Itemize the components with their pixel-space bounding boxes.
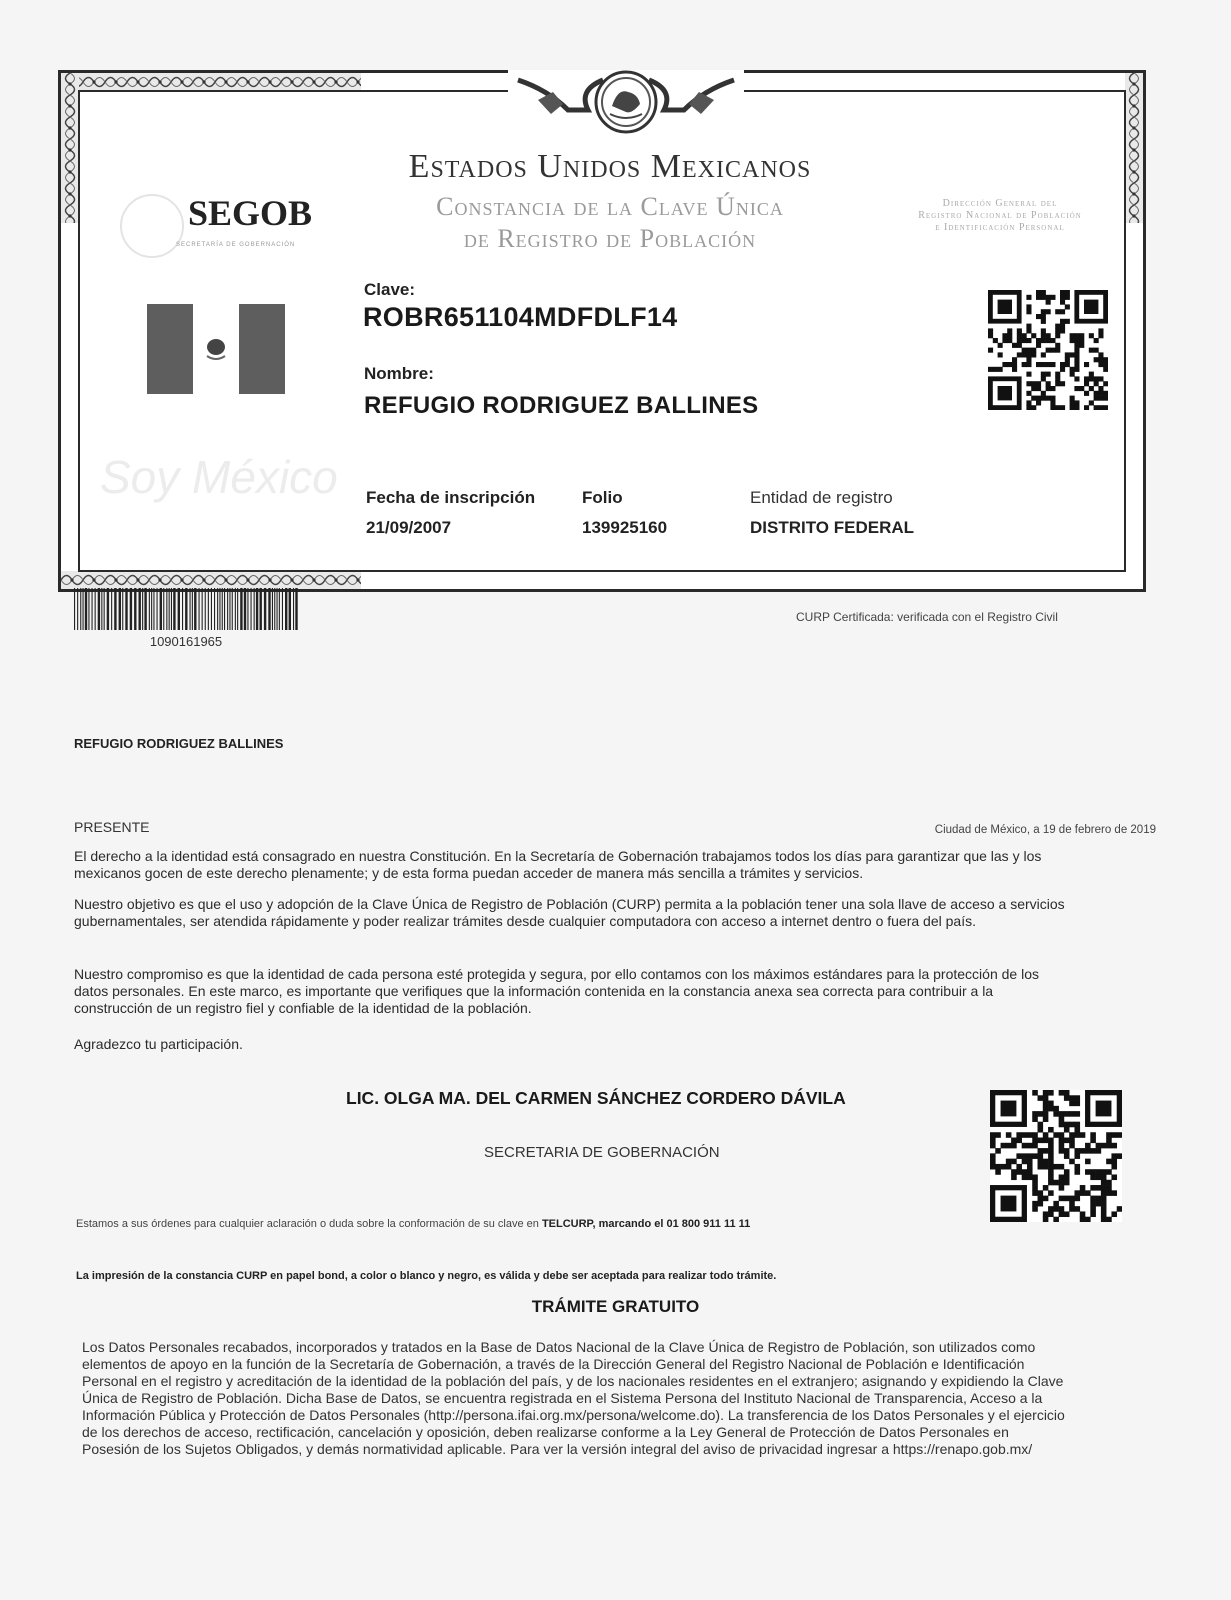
contact-phone: TELCURP, marcando el 01 800 911 11 11 xyxy=(541,1218,751,1230)
certificate-title-line1: Constancia de la Clave Única xyxy=(436,192,784,221)
folio-label: Folio xyxy=(582,488,623,507)
left-decorative-border xyxy=(61,73,79,223)
telcurp-contact xyxy=(76,1218,750,1230)
nombre-label: Nombre: xyxy=(364,364,434,383)
certificate-panel xyxy=(78,90,1126,572)
barcode-number: 1090161965 xyxy=(149,634,223,649)
entidad-value: DISTRITO FEDERAL xyxy=(750,518,915,537)
paragraph-curp-objective: Nuestro objetivo es que el uso y adopción de la Clave Única de Registro de Población (CURP) permita a la población tener una sola llave de acceso a servicios gubernamentales, ser atendida rápidamente y poder realizar trámites desde cualquier computadora con acceso a internet dentro o fuera del país. xyxy=(74,896,1065,929)
segob-seal-watermark xyxy=(120,194,184,258)
paragraph-identity-right: El derecho a la identidad está consagrado en nuestra Constitución. En la Secretaría de Gobernación trabajamos todos los días para garantizar que las y los mexicanos gocen de este derecho plenamente; y de esta forma puedan acceder de manera más sencilla a trámites y servicios. xyxy=(74,848,1042,881)
certified-note: CURP Certificada: verificada con el Registro Civil xyxy=(796,610,1058,624)
segob-caption: SECRETARÍA DE GOBERNACIÓN xyxy=(176,242,296,248)
validity-note: La impresión de la constancia CURP en papel bond, a color o blanco y negro, es válida y debe ser aceptada para realizar todo trámite. xyxy=(76,1270,777,1282)
national-coat-of-arms-icon xyxy=(508,70,744,140)
letter-place-date: Ciudad de México, a 19 de febrero de 2019 xyxy=(934,824,1156,836)
barcode-icon xyxy=(74,588,298,630)
country-title: Estados Unidos Mexicanos xyxy=(408,148,812,185)
nombre-value: REFUGIO RODRIGUEZ BALLINES xyxy=(364,392,759,419)
qr-code-icon xyxy=(990,1090,1122,1222)
folio-value: 139925160 xyxy=(582,518,668,537)
bottom-decorative-border xyxy=(61,571,361,589)
letter-presente: PRESENTE xyxy=(74,819,150,835)
curp-certificate xyxy=(58,70,1146,592)
paragraph-data-protection: Nuestro compromiso es que la identidad de cada persona esté protegida y segura, por ello contamos con los máximos estándares para la protección de los datos personales. En este marco, es importante que verifiques que la información contenida en la constancia anexa sea correcta para contribuir a la construcción de un registro fiel y confiable de la identidad de la población. xyxy=(74,966,1039,1016)
letter-recipient: REFUGIO RODRIGUEZ BALLINES xyxy=(74,736,284,751)
top-decorative-border xyxy=(61,73,361,91)
right-decorative-border xyxy=(1125,73,1143,223)
coat-of-arms-emblem xyxy=(508,70,744,140)
soy-mexico-watermark: Soy México xyxy=(100,451,338,503)
clave-label: Clave: xyxy=(364,280,416,299)
renapo-caption: Dirección General del Registro Nacional de Población e Identificación Personal xyxy=(918,198,1082,233)
signer-name: LIC. OLGA MA. DEL CARMEN SÁNCHEZ CORDERO DÁVILA xyxy=(346,1088,846,1108)
mexican-flag-icon xyxy=(147,304,285,394)
contact-prefix: Estamos a sus órdenes para cualquier aclaración o duda sobre la conformación de su clave en xyxy=(76,1218,539,1230)
fecha-label: Fecha de inscripción xyxy=(366,488,536,507)
certificate-title-line2: de Registro de Población xyxy=(463,224,757,253)
clave-value: ROBR651104MDFDLF14 xyxy=(363,302,678,332)
entidad-label: Entidad de registro xyxy=(750,488,893,507)
qr-code-icon xyxy=(988,290,1108,410)
fecha-value: 21/09/2007 xyxy=(366,518,452,537)
letter-thanks: Agradezco tu participación. xyxy=(74,1036,243,1052)
free-procedure-label: TRÁMITE GRATUITO xyxy=(531,1297,700,1316)
segob-wordmark: SEGOB xyxy=(188,193,313,233)
privacy-notice: Los Datos Personales recabados, incorporados y tratados en la Base de Datos Nacional de la Clave Única de Registro de Población, son utilizados como elementos de apoyo en la función de la Secretaría de Gobernación, a través de la Dirección General del Registro Nacional de Población e Identificación Personal en el registro y acreditación de la identidad de la población del país, y de los nacionales residentes en el extranjero; asignando y expidiendo la Clave Única de Registro de Población. Dicha Base de Datos, se encuentra registrada en el Sistema Persona del Instituto Nacional de Transparencia, Acceso a la Información Pública y Protección de Datos Personales (http://persona.ifai.org.mx/persona/welcome.do). La transferencia de los Datos Personales y el ejercicio de los derechos de acceso, rectificación, cancelación y oposición, deben realizarse conforme a la Ley General de Protección de Datos Personales en Posesión de los Sujetos Obligados, y demás normatividad aplicable. Para ver la versión integral del aviso de privacidad ingresar a https://renapo.gob.mx/ xyxy=(82,1339,1065,1457)
signer-title: SECRETARIA DE GOBERNACIÓN xyxy=(484,1144,720,1161)
